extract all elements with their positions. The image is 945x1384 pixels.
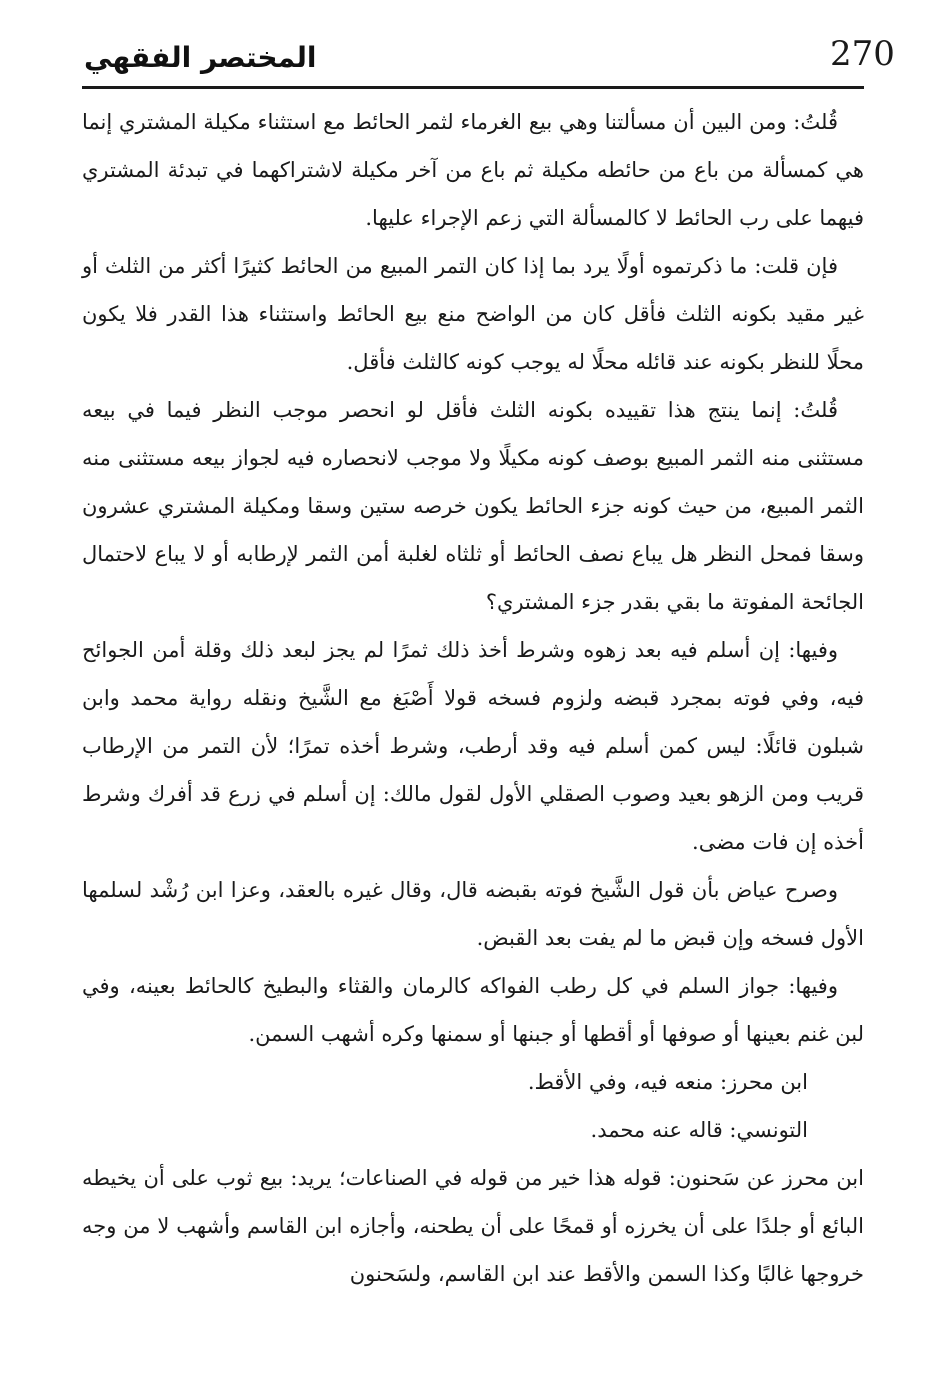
page-number: 270: [830, 34, 895, 74]
paragraph: التونسي: قاله عنه محمد.: [590, 1118, 808, 1142]
running-title: المختصر الفقهي: [84, 41, 317, 74]
paragraph: قُلتُ: ومن البين أن مسألتنا وهي بيع الغرماء لثمر الحائط مع استثناء مكيلة المشتري إنما هي كمسألة من باع من حائطه مكيلة ثم باع من آخر مكيلة لاشتراكهما في تبدئة المشتري فيهما على رب الحائط لا كالمسألة التي زعم الإجراء عليها.: [82, 110, 864, 230]
paragraph: ابن محرز: منعه فيه، وفي الأقط.: [527, 1070, 808, 1094]
paragraph: ابن محرز عن سَحنون: قوله هذا خير من قوله في الصناعات؛ يريد: بيع ثوب على أن يخيطه البائع أو جلدًا على أن يخرزه أو قمحًا على أن يطحنه، وأجازه ابن القاسم وأشهب لا من وجه خروجها غالبًا وكذا السمن والأقط عند ابن القاسم، ولسَحنون: [82, 1166, 864, 1286]
paragraph: فإن قلت: ما ذكرتموه أولًا يرد بما إذا كان التمر المبيع من الحائط كثيرًا أكثر من الثلث أو غير مقيد بكونه الثلث فأقل كان من الواضح منع بيع الحائط واستثناء هذا القدر فلا يكون محلًا للنظر بكونه عند قائله محلًا له يوجب كونه كالثلث فأقل.: [82, 254, 864, 374]
paragraph: وفيها: جواز السلم في كل رطب الفواكه كالرمان والقثاء والبطيخ كالحائط بعينه، وفي لبن غنم بعينها أو صوفها أو أقطها أو جبنها أو سمنها وكره أشهب السمن.: [82, 974, 864, 1046]
body-text: [82, 98, 864, 1298]
paragraph: قُلتُ: إنما ينتج هذا تقييده بكونه الثلث فأقل لو انحصر موجب النظر فيما في بيعه مستثنى منه الثمر المبيع بوصف كونه مكيلًا ولا موجب لانحصاره فيه لجواز بيعه مستثنى منه الثمر المبيع، من حيث كونه جزء الحائط يكون خرصه ستين وسقا ومكيلة المشتري عشرون وسقا فمحل النظر هل يباع نصف الحائط أو ثلثاه لغلبة أمن الثمر لإرطابه أو لا يباع لاحتمال الجائحة المفوتة ما بقي بقدر جزء المشتري؟: [82, 398, 864, 614]
paragraph: وفيها: إن أسلم فيه بعد زهوه وشرط أخذ ذلك ثمرًا لم يجز لبعد ذلك وقلة أمن الجوائح فيه، وفي فوته بمجرد قبضه ولزوم فسخه قولا أَصْبَغ مع الشَّيخ ونقله رواية محمد وابن شبلون قائلًا: ليس كمن أسلم فيه وقد أرطب، وشرط أخذه تمرًا؛ لأن التمر من الإرطاب قريب ومن الزهو بعيد وصوب الصقلي الأول لقول مالك: إن أسلم في زرع قد أفرك وشرط أخذه إن فات مضى.: [82, 638, 864, 854]
paragraph: وصرح عياض بأن قول الشَّيخ فوته بقبضه قال، وقال غيره بالعقد، وعزا ابن رُشْد لسلمها الأول فسخه وإن قبض ما لم يفت بعد القبض.: [82, 878, 864, 950]
page-header: [82, 28, 895, 89]
